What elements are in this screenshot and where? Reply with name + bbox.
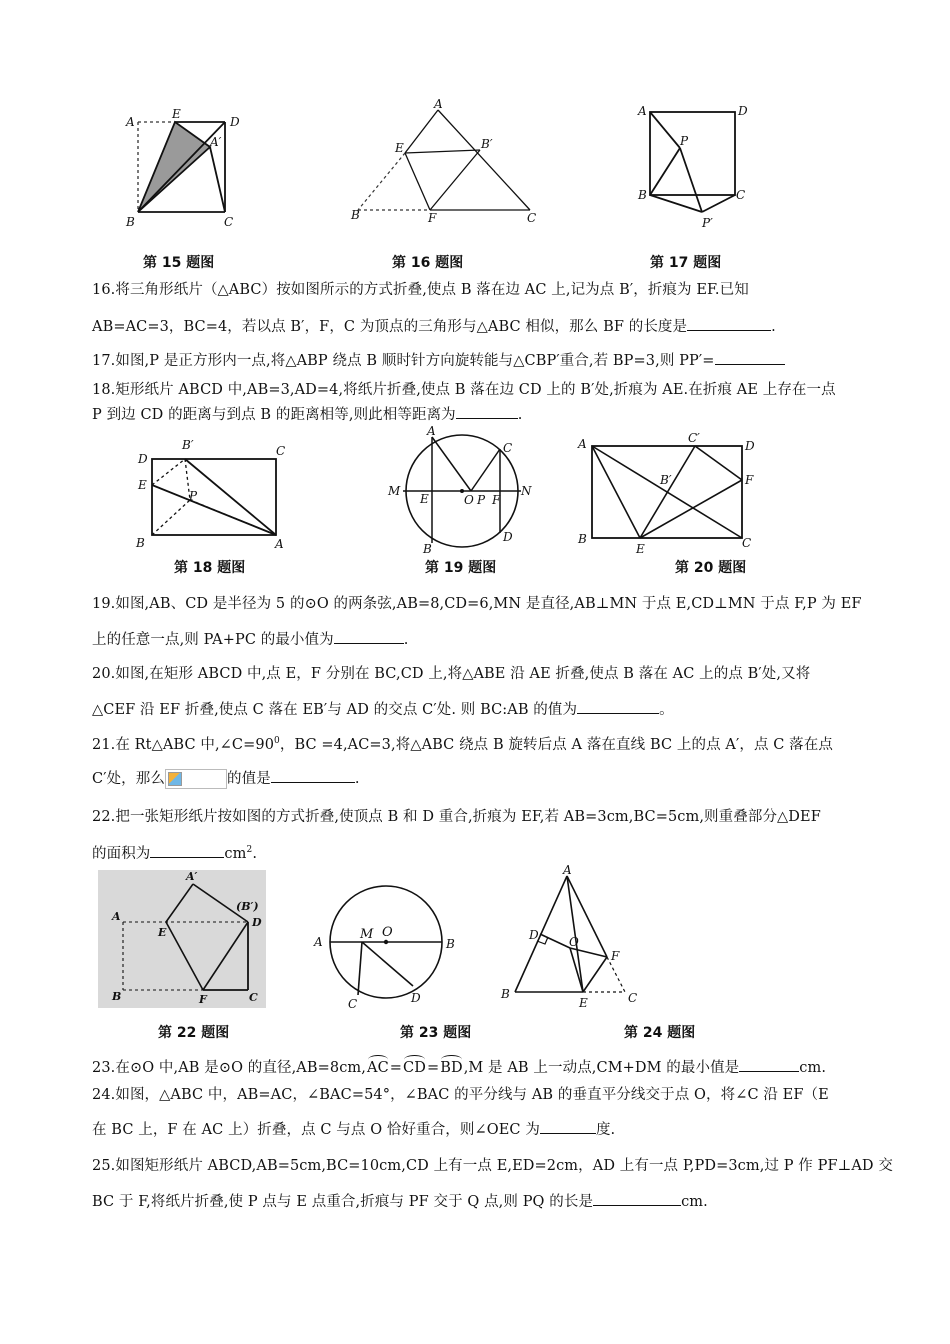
question-18-line1: 18.矩形纸片 ABCD 中,AB=3,AD=4,将纸片折叠,使点 B 落在边 CD 上的 B′处,折痕为 AE.在折痕 AE 上存在一点	[92, 382, 836, 398]
caption-fig15: 第 15 题图	[143, 255, 215, 271]
question-21-line2: C′处，那么 的值是 .	[92, 767, 360, 789]
label-A: A	[112, 910, 121, 923]
label-C: C	[742, 536, 752, 550]
label-F: F	[611, 949, 620, 963]
answer-blank-19[interactable]	[334, 629, 404, 644]
label-A: A	[434, 97, 443, 111]
label-D: D	[252, 916, 262, 929]
label-M: M	[360, 927, 374, 942]
label-C: C	[503, 441, 513, 455]
label-M: M	[388, 484, 401, 498]
label-A: A	[126, 115, 135, 129]
label-E: E	[158, 926, 167, 939]
label-B: B	[638, 188, 647, 202]
label-C: C	[628, 991, 638, 1005]
question-24-line1: 24.如图，△ABC 中，AB=AC，∠BAC=54°，∠BAC 的平分线与 AB 的垂直平分线交于点 O，将∠C 沿 EF（E	[92, 1087, 829, 1103]
label-B: B	[501, 987, 510, 1001]
answer-blank-18[interactable]	[456, 404, 518, 419]
label-B: B	[446, 937, 455, 951]
question-18-line2: P 到边 CD 的距离与到点 B 的距离相等,则此相等距离为 .	[92, 403, 523, 424]
label-P: P	[189, 489, 198, 503]
answer-blank-23[interactable]	[739, 1057, 799, 1072]
answer-blank-17[interactable]	[715, 350, 785, 365]
caption-fig20: 第 20 题图	[675, 560, 747, 576]
label-A: A	[314, 935, 323, 949]
label-B-prime: B′	[660, 473, 672, 487]
question-16-line2: AB=AC=3，BC=4，若以点 B′，F，C 为顶点的三角形与△ABC 相似，那么 BF 的长度是 .	[92, 315, 776, 336]
label-B: B	[126, 215, 135, 229]
label-C: C	[276, 444, 286, 458]
answer-blank-25[interactable]	[593, 1191, 681, 1206]
figure-16	[345, 98, 545, 228]
figure-16-diagram	[345, 98, 545, 228]
caption-fig23: 第 23 题图	[400, 1025, 472, 1041]
label-A: A	[578, 437, 587, 451]
answer-blank-20[interactable]	[577, 699, 659, 714]
label-O: O	[464, 493, 474, 507]
figure-15	[120, 100, 250, 235]
question-23-line1: 23.在⊙O 中,AB 是⊙O 的直径,AB=8cm,AC=CD=BD,M 是 AB 上一动点,CM+DM 的最小值是 cm.	[92, 1056, 826, 1077]
question-22-line2: 的面积为 $cm^2$.	[92, 842, 257, 863]
label-P: P	[680, 134, 689, 148]
figure-18	[130, 435, 295, 555]
label-B: B	[578, 532, 587, 546]
label-F: F	[745, 473, 754, 487]
label-C: C	[348, 997, 358, 1011]
figure-24	[495, 862, 645, 1017]
label-F: F	[428, 211, 437, 225]
caption-fig16: 第 16 题图	[392, 255, 464, 271]
label-A: A	[563, 863, 572, 877]
label-E: E	[172, 107, 181, 121]
figure-15-diagram	[120, 100, 250, 235]
label-A: A	[638, 104, 647, 118]
caption-fig24: 第 24 题图	[624, 1025, 696, 1041]
question-25-line2: BC 于 F,将纸片折叠,使 P 点与 E 点重合,折痕与 PF 交于 Q 点,则 PQ 的长是 cm.	[92, 1190, 708, 1211]
arc-CD: CD	[403, 1060, 426, 1076]
label-B: B	[423, 542, 432, 556]
question-24-line2: 在 BC 上，F 在 AC 上）折叠，点 C 与点 O 恰好重合，则∠OEC 为 度.	[92, 1118, 615, 1139]
figure-22-diagram	[98, 870, 266, 1008]
label-C: C	[249, 991, 258, 1004]
caption-fig17: 第 17 题图	[650, 255, 722, 271]
figure-24-diagram	[495, 862, 645, 1017]
label-D: D	[529, 928, 539, 942]
question-19-line1: 19.如图,AB、CD 是半径为 5 的⊙O 的两条弦,AB=8,CD=6,MN 是直径,AB⊥MN 于点 E,CD⊥MN 于点 F,P 为 EF	[92, 596, 862, 612]
question-25-line1: 25.如图矩形纸片 ABCD,AB=5cm,BC=10cm,CD 上有一点 E,ED=2cm，AD 上有一点 P,PD=3cm,过 P 作 PF⊥AD 交	[92, 1158, 893, 1174]
label-B-prime: (B′)	[236, 900, 259, 913]
answer-blank-22[interactable]	[150, 843, 224, 858]
label-D: D	[230, 115, 240, 129]
arc-BD: BD	[440, 1060, 463, 1076]
answer-blank-24[interactable]	[540, 1119, 596, 1134]
label-F: F	[492, 493, 501, 507]
question-17-line1: 17.如图,P 是正方形内一点,将△ABP 绕点 B 顺时针方向旋转能与△CBP′重合,若 BP=3,则 PP′=	[92, 349, 785, 370]
figure-20-diagram	[572, 430, 767, 556]
label-B: B	[136, 536, 145, 550]
caption-fig22: 第 22 题图	[158, 1025, 230, 1041]
figure-18-diagram	[130, 435, 295, 555]
label-O: O	[382, 925, 393, 940]
question-21-line1: 21.在 Rt△ABC 中$,\angle C=90^0$，BC =4,AC=3,将△ABC 绕点 B 旋转后点 A 落在直线 BC 上的点 A′，点 C 落在点	[92, 736, 833, 753]
label-A-prime: A′	[210, 135, 222, 149]
label-E: E	[138, 478, 147, 492]
figure-19-diagram	[385, 425, 535, 560]
figure-19	[385, 425, 535, 560]
figure-20	[572, 430, 767, 556]
label-N: N	[521, 484, 532, 498]
label-D: D	[745, 439, 755, 453]
label-C: C	[527, 211, 537, 225]
label-O: O	[569, 935, 579, 949]
question-20-line1: 20.如图,在矩形 ABCD 中,点 E，F 分别在 BC,CD 上,将△ABE 沿 AE 折叠,使点 B 落在 AC 上的点 B′处,又将	[92, 666, 811, 682]
question-16-line1: 16.将三角形纸片（△ABC）按如图所示的方式折叠,使点 B 落在边 AC 上,记为点 B′，折痕为 EF.已知	[92, 282, 749, 298]
label-F: F	[199, 993, 207, 1006]
answer-blank-21[interactable]	[271, 768, 355, 783]
figure-17-diagram	[630, 100, 760, 235]
caption-fig19: 第 19 题图	[425, 560, 497, 576]
label-D: D	[738, 104, 748, 118]
label-B-prime: B′	[481, 137, 493, 151]
figure-23	[310, 868, 465, 1013]
caption-fig18: 第 18 题图	[174, 560, 246, 576]
label-C: C	[224, 215, 234, 229]
label-E: E	[636, 542, 645, 556]
label-E: E	[395, 141, 404, 155]
label-D: D	[411, 991, 421, 1005]
question-22-line1: 22.把一张矩形纸片按如图的方式折叠,使顶点 B 和 D 重合,折痕为 EF,若 AB=3cm,BC=5cm,则重叠部分△DEF	[92, 809, 821, 825]
label-E: E	[579, 996, 588, 1010]
label-A: A	[275, 537, 284, 551]
figure-22	[98, 870, 266, 1008]
question-20-line2: △CEF 沿 EF 折叠,使点 C 落在 EB′与 AD 的交点 C′处. 则 BC:AB 的值为 。	[92, 698, 674, 719]
label-B: B	[112, 990, 122, 1003]
label-P-prime: P′	[702, 216, 713, 230]
answer-blank-16[interactable]	[687, 316, 771, 331]
arc-AC: AC	[367, 1060, 389, 1076]
label-B-prime: B′	[182, 438, 194, 452]
question-19-line2: 上的任意一点,则 PA+PC 的最小值为 .	[92, 628, 408, 649]
figure-17	[630, 100, 760, 235]
label-D: D	[138, 452, 148, 466]
label-C: C	[736, 188, 746, 202]
label-C-prime: C′	[688, 431, 700, 445]
label-D: D	[503, 530, 513, 544]
label-A-prime: A′	[186, 870, 198, 883]
label-B: B	[351, 208, 360, 222]
broken-image-icon	[165, 769, 227, 789]
figure-23-diagram	[310, 868, 465, 1013]
label-A: A	[427, 424, 436, 438]
label-E: E	[420, 492, 429, 506]
label-P: P	[477, 493, 486, 507]
